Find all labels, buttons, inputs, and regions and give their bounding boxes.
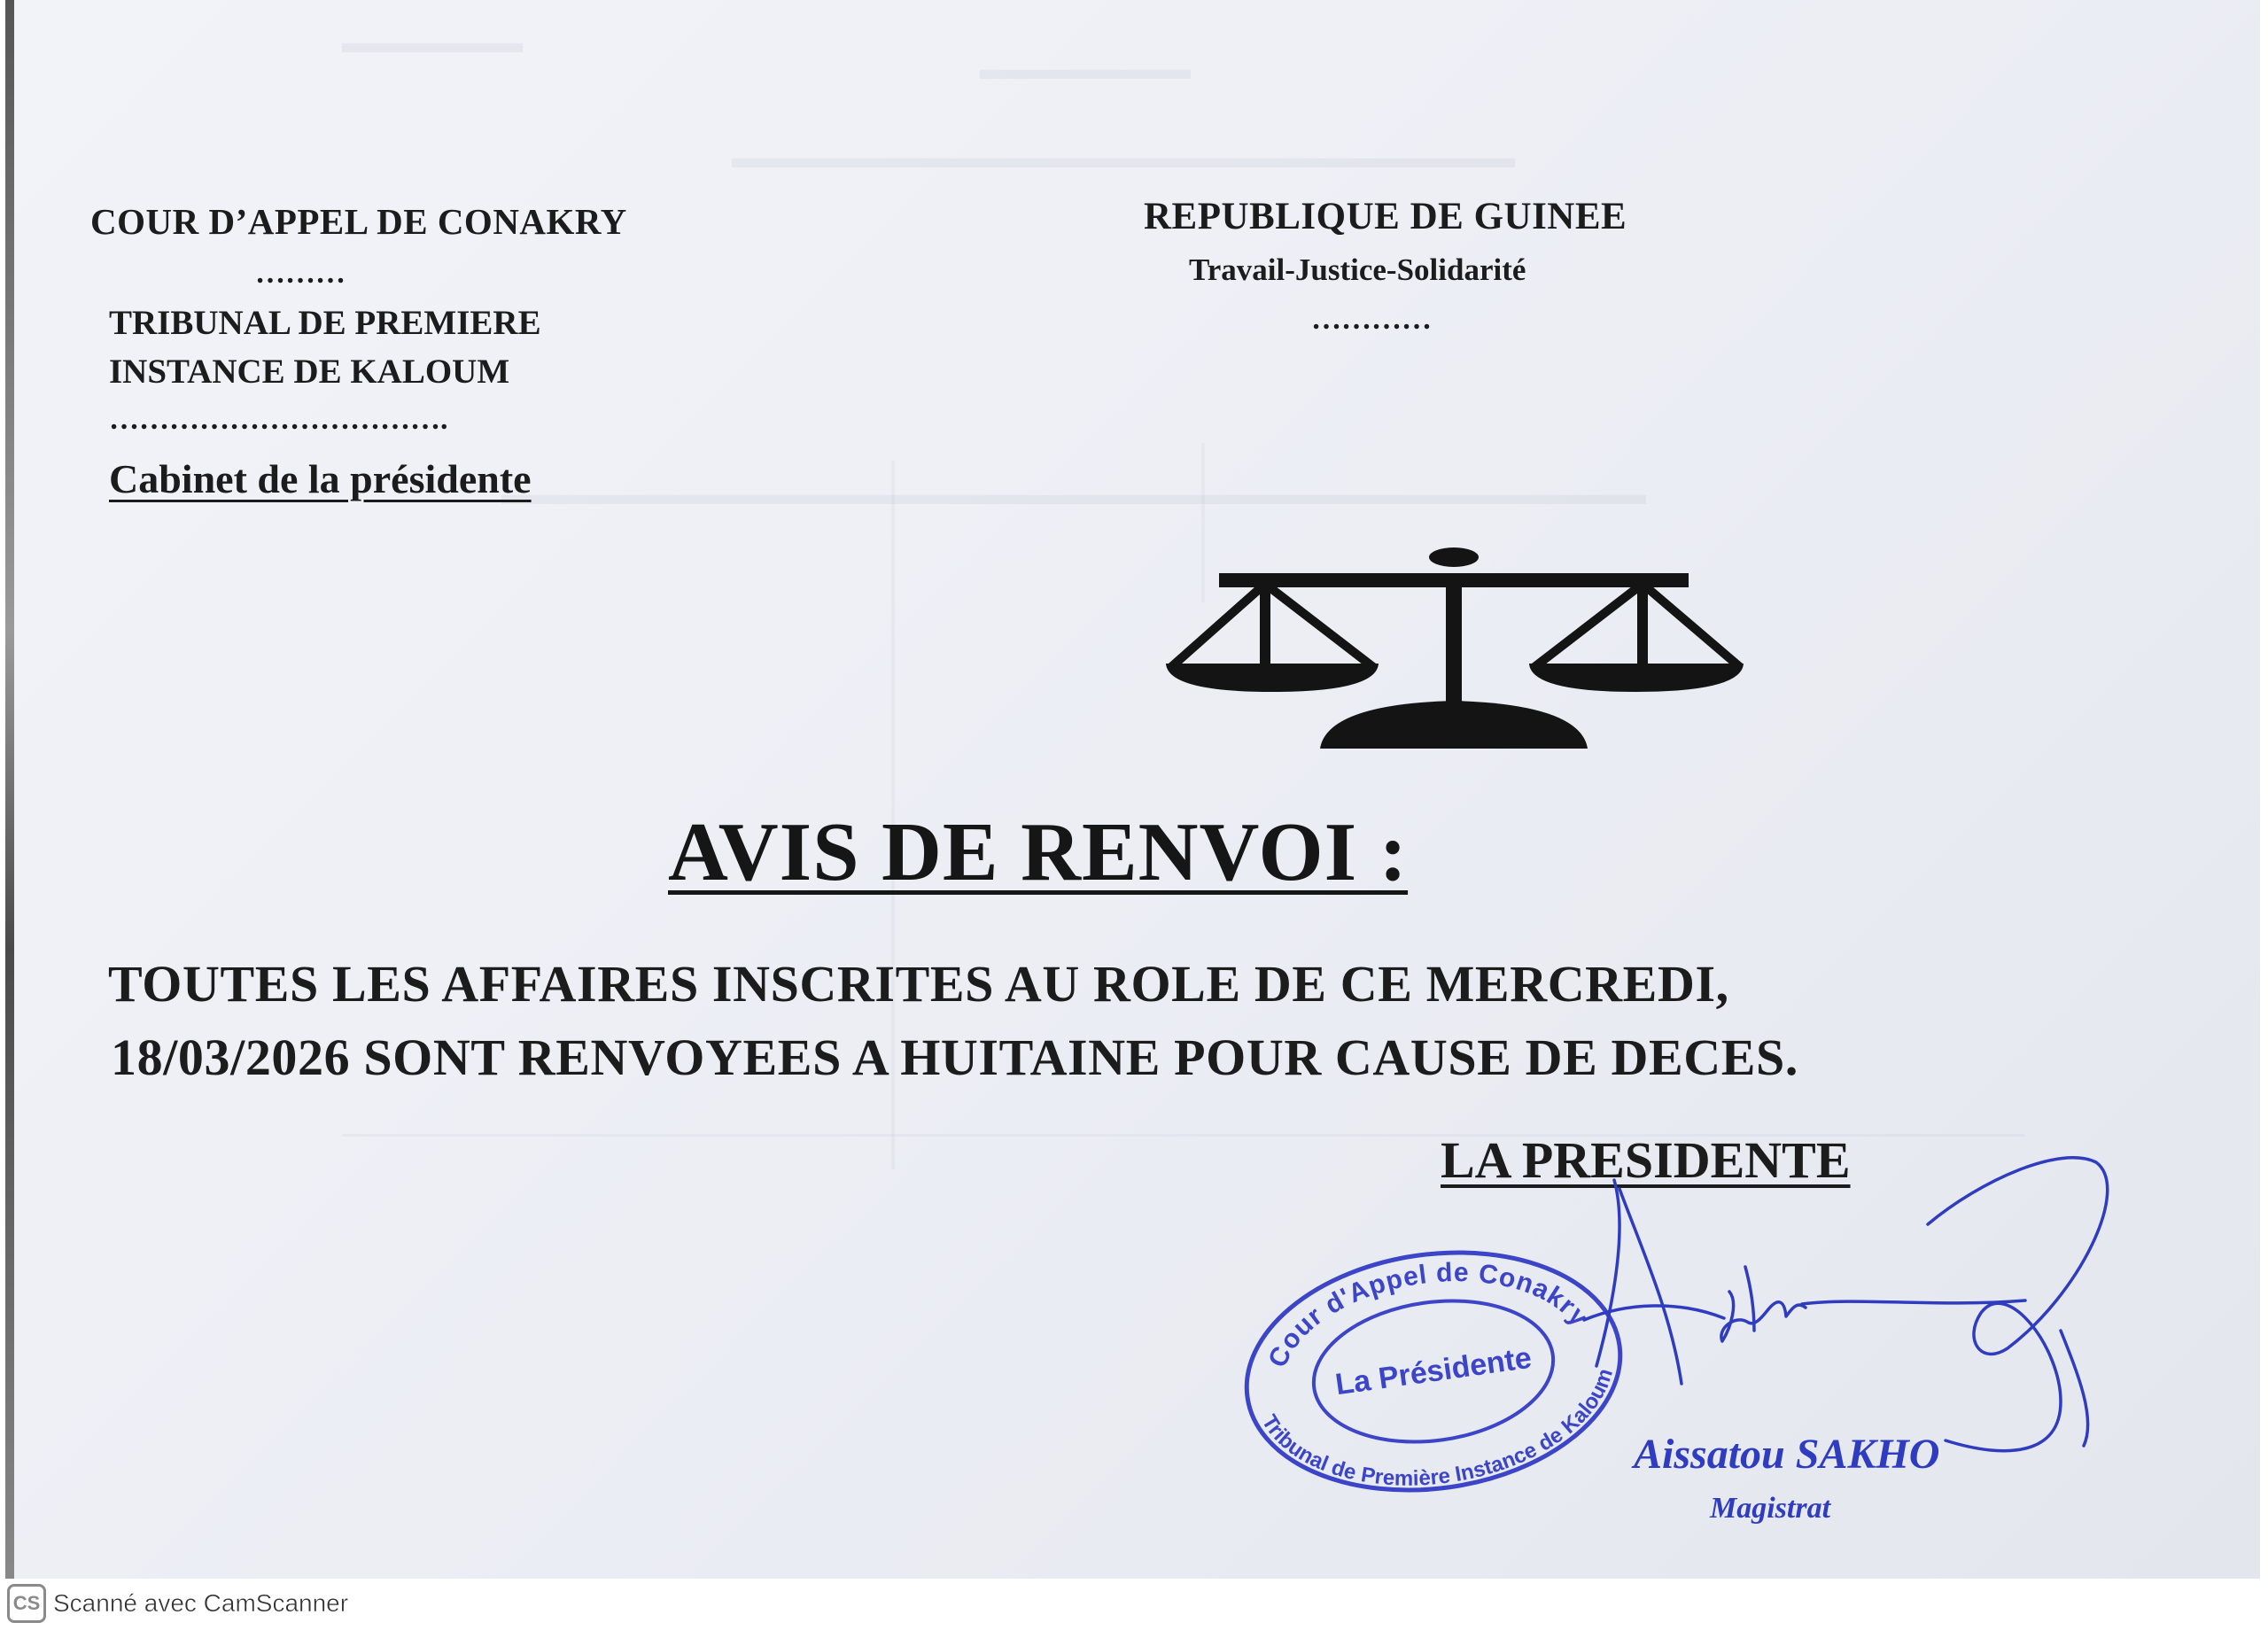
reverse-side-show-through: ▬▬▬▬▬▬▬▬▬▬▬▬▬▬▬▬▬▬▬▬▬▬▬▬▬▬ <box>732 142 1515 175</box>
document-page <box>5 0 2260 1579</box>
camscanner-logo-icon: CS <box>7 1584 46 1623</box>
signatory-title: LA PRESIDENTE <box>1441 1131 1851 1189</box>
scanner-watermark-text: Scanné avec CamScanner <box>53 1589 349 1617</box>
magistrate-title: Magistrat <box>1710 1492 1831 1525</box>
stamp-court-text: Cour d'Appel de Conakry <box>1262 1258 1595 1372</box>
stamp-center-text: La Présidente <box>1332 1340 1534 1402</box>
tribunal-name-line2: INSTANCE DE KALOUM <box>109 353 510 391</box>
notice-title: AVIS DE RENVOI : <box>668 806 1409 898</box>
tribunal-name-line1: TRIBUNAL DE PREMIERE <box>109 304 541 342</box>
magistrate-name: Aissatou SAKHO <box>1634 1431 1940 1478</box>
reverse-side-show-through: ▬▬▬▬▬▬▬▬▬▬▬▬▬▬▬▬▬▬▬▬▬▬▬▬▬▬▬▬▬▬▬▬▬▬▬▬▬▬ <box>501 478 1646 511</box>
notice-body-line1: TOUTES LES AFFAIRES INSCRITES AU ROLE DE CE MERCREDI, <box>108 955 1729 1013</box>
reverse-side-show-through: ▬▬▬▬▬▬ <box>342 27 523 59</box>
national-motto: Travail-Justice-Solidarité <box>1189 252 1526 287</box>
office-name: Cabinet de la présidente <box>109 456 532 501</box>
court-name: COUR D’APPEL DE CONAKRY <box>90 201 627 242</box>
separator-dots: ………… <box>1311 303 1432 336</box>
stamp-tribunal-text: Tribunal de Première Instance de Kaloum <box>1256 1365 1618 1491</box>
separator-dots: ……… <box>255 257 346 290</box>
scales-of-justice-icon <box>1164 543 1744 749</box>
scanner-watermark <box>7 1584 348 1623</box>
paper-edge-shadow <box>5 0 14 1579</box>
reverse-side-show-through: ▬▬▬▬▬▬▬ <box>980 53 1191 86</box>
country-name: REPUBLIQUE DE GUINEE <box>1144 196 1627 237</box>
notice-body-line2: 18/03/2026 SONT RENVOYEES A HUITAINE POUR CAUSE DE DECES. <box>111 1029 1798 1086</box>
separator-dots: ……………………………. <box>109 403 448 436</box>
